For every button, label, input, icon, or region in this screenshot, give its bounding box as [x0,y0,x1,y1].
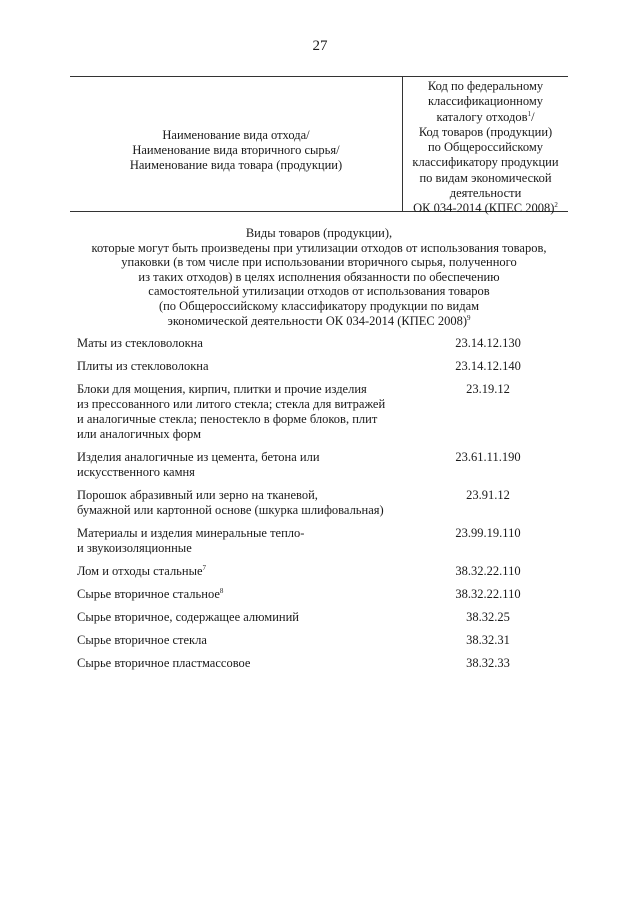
row-code: 23.99.19.110 [455,526,521,540]
section-line-text: экономической деятельности ОК 034-2014 (КПЕС 2008) [167,313,468,328]
row-name [77,656,407,671]
row-name-line: бумажной или картонной основе (шкурка шлифовальная) [77,503,384,517]
table-header [70,76,568,216]
table-row [77,450,557,480]
header-left-text [130,116,342,173]
row-name [77,450,407,480]
footnote-marker: 1 [527,109,532,118]
row-name [77,610,407,625]
row-name-line: Сырье вторичное стекла [77,633,207,647]
header-right-line: деятельности [449,186,522,201]
table-row [77,336,557,351]
row-code: 38.32.33 [466,656,510,670]
row-name [77,564,407,579]
row-name [77,336,407,351]
section-line: которые могут быть произведены при утилизации отходов от использования товаров, [91,240,547,255]
product-list [77,336,557,679]
table-row [77,587,557,602]
header-right-line: по Общероссийскому [427,140,544,155]
row-name-line: и звукоизоляционные [77,541,192,555]
row-name-line: Сырье вторичное, содержащее алюминий [77,610,299,624]
row-name-line: Плиты из стекловолокна [77,359,209,373]
row-code: 38.32.22.110 [455,587,521,601]
header-right-cell [403,79,568,217]
row-name-line: Маты из стекловолокна [77,336,203,350]
row-name [77,633,407,648]
row-code: 23.14.12.130 [455,336,521,350]
row-name [77,587,407,602]
footnote-marker: 9 [467,313,471,322]
header-right-line-text: каталогу отходов [436,109,528,124]
row-name [77,359,407,374]
header-left-line: Наименование вида отхода/ [162,127,310,142]
header-right-line: классификатору продукции [412,155,559,170]
row-name [77,382,407,442]
page-number: 27 [312,38,328,54]
header-left-line: Наименование вида вторичного сырья/ [132,142,340,157]
header-right-line-text: ОК 034-2014 (КПЕС 2008) [413,201,555,216]
row-code: 23.61.11.190 [455,450,521,464]
footnote-marker: 7 [202,564,207,572]
row-name-line: Сырье вторичное пластмассовое [77,656,251,670]
table-row [77,633,557,648]
section-line: Виды товаров (продукции), [245,226,393,240]
row-code: 23.91.12 [466,488,510,502]
row-code: 38.32.25 [466,610,510,624]
row-code: 23.14.12.140 [455,359,521,373]
row-name [77,526,407,556]
table-row [77,610,557,625]
row-name-line: и аналогичные стекла; пеностекло в форме блоков, плит [77,412,378,426]
header-slash: / [531,109,535,124]
row-name [77,488,407,518]
section-line: упаковки (в том числе при использовании вторичного сырья, полученного [121,255,517,270]
header-left-cell [70,77,402,211]
table-row [77,359,557,374]
section-line [70,314,568,329]
row-name-line [77,587,407,602]
footnote-marker: 8 [219,587,224,595]
table-row [77,488,557,518]
section-heading [70,226,568,328]
row-name-text: Лом и отходы стальные [77,564,203,578]
row-name-line: Порошок абразивный или зерно на тканевой, [77,488,318,502]
row-name-line: искусственного камня [77,465,195,479]
section-line: (по Общероссийскому классификатору продукции по видам [158,298,480,313]
table-row [77,382,557,442]
row-name-line: Изделия аналогичные из цемента, бетона или [77,450,320,464]
table-row [77,564,557,579]
header-right-line [403,110,568,125]
row-name-line [77,564,407,579]
header-right-line: по видам экономической [419,170,552,185]
header-left-line: Наименование вида товара (продукции) [129,157,343,172]
section-line: из таких отходов) в целях исполнения обязанности по обеспечению [138,269,500,284]
row-name-line: из прессованного или литого стекла; стекла для витражей [77,397,386,411]
footnote-marker: 2 [554,201,558,210]
row-name-line: или аналогичных форм [77,427,202,441]
table-row [77,526,557,556]
row-name-line: Материалы и изделия минеральные тепло- [77,526,305,540]
row-name-text: Сырье вторичное стальное [77,587,220,601]
row-code: 38.32.22.110 [455,564,521,578]
header-right-line: Код товаров (продукции) [418,124,553,139]
header-right-line: Код по федеральному [427,79,544,93]
row-code: 38.32.31 [466,633,510,647]
row-code: 23.19.12 [466,382,510,396]
table-row [77,656,557,671]
header-right-line [403,201,568,216]
row-name-line: Блоки для мощения, кирпич, плитки и прочие изделия [77,382,367,396]
header-right-line: классификационному [427,94,544,109]
section-line: самостоятельной утилизации отходов от использования товаров [148,284,490,299]
